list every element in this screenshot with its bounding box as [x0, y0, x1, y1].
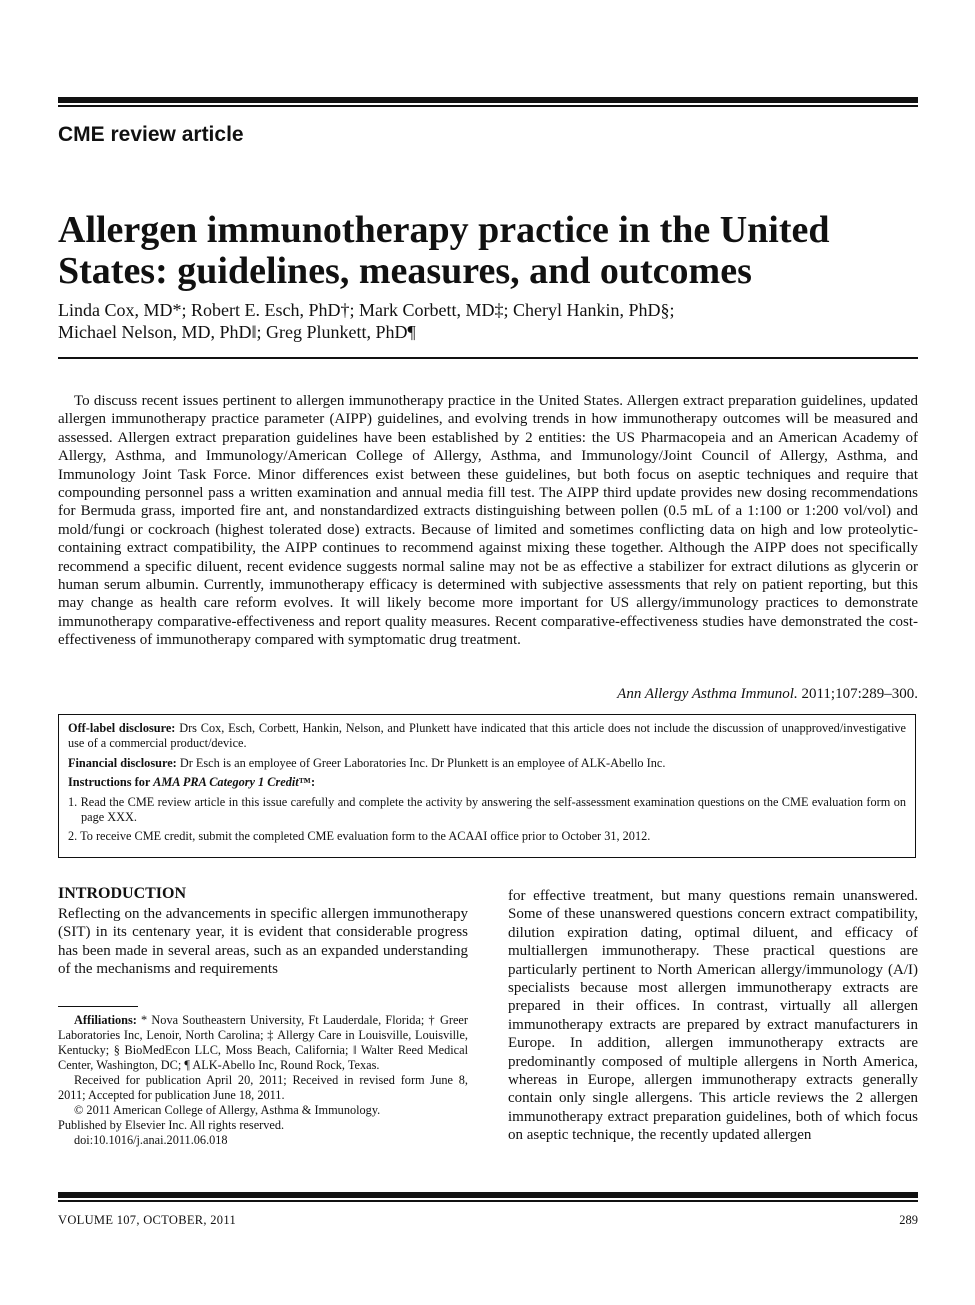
article-page [58, 0, 918, 1305]
affiliations-text: * Nova Southeastern University, Ft Lauderdale, Florida; † Greer Laboratories Inc, Lenoir, North Carolina; ‡ Allergy Care in Louisville, Louisville, Kentucky; § BioMedEcon LLC, Moss Beach, California; ‖ Walter Reed Medical Center, Washington, DC; ¶ ALK-Abello Inc, Round Rock, Texas. [58, 1013, 468, 1072]
intro-paragraph-left: Reflecting on the advancements in specific allergen immunotherapy (SIT) in its centenary year, it is evident that considerable progress has been made in several areas, such as an expanded understanding of the mechanisms and requirements [58, 906, 468, 978]
instructions-heading [68, 775, 906, 790]
financial-disclosure [68, 756, 906, 771]
abstract: To discuss recent issues pertinent to allergen immunotherapy practice in the United States. Allergen extract preparation guidelines, updated allergen immunotherapy practice parameter (AIPP) guidelines, and evolving trends in how immunotherapy outcomes will be measured and assessed. Allergen extract preparation guidelines have been established by 2 entities: the US Pharmacopeia and an American Academy of Allergy, Asthma, and Immunology/American College of Allergy, Asthma, and Immunology/Joint Council of Allergy, Asthma, and Immunology Joint Task Force. Minor differences exist between these guidelines, but both focus on aseptic techniques and require that compounding personnel pass a written examination and annual media fill test. The AIPP third update provides new dosing recommendations for Bermuda grass, imported fire ant, and nonstandardized extracts distinguishing between pollen (0.5 mL of a 1:100 or 1:200 vol/vol) and mold/fungi or cockroach (highest tolerated dose) extracts. Because of limited and sometimes conflicting data on high and low proteolytic-containing extract compatibility, the AIPP continues to recommend against mixing these together. Although the AIPP does not specifically recommend a specific diluent, recent evidence suggests normal saline may not be as effective a stabilizer for extract dilutions as glycerin or human serum albumin. Currently, immunotherapy efficacy is determined with subjective assessments that rely on patient reporting, but this may change as health care reform evolves. It will likely become more important for US allergy/immunology practices to demonstrate immunotherapy comparative-effectiveness and report quality measures. Recent comparative-effectiveness studies have demonstrated the cost-effectiveness of immunotherapy compared with symptomatic drug treatment. [58, 393, 918, 649]
author-list [58, 299, 918, 343]
offlabel-text: Drs Cox, Esch, Corbett, Hankin, Nelson, and Plunkett have indicated that this article does not include the discussion of unapproved/investigative use of a commercial product/device. [68, 721, 906, 751]
financial-label: Financial disclosure: [68, 755, 177, 770]
top-rule-thin [58, 105, 918, 107]
affiliations [58, 1013, 468, 1073]
received-dates: Received for publication April 20, 2011; Received in revised form June 8, 2011; Accepted for publication June 18, 2011. [58, 1073, 468, 1102]
instruction-item: 1. Read the CME review article in this issue carefully and complete the activity by answering the self-assessment examination questions on the CME evaluation form on page XXX. [68, 794, 906, 825]
authors-line-2: Michael Nelson, MD, PhD‖; Greg Plunkett, PhD¶ [58, 322, 416, 342]
citation-journal: Ann Allergy Asthma Immunol. [617, 686, 798, 702]
section-label: CME review article [58, 123, 244, 146]
doi: doi:10.1016/j.anai.2011.06.018 [74, 1133, 228, 1147]
footer-volume: VOLUME 107, OCTOBER, 2011 [58, 1213, 236, 1227]
bottom-rule [58, 1192, 918, 1198]
instruction-item: 2. To receive CME credit, submit the completed CME evaluation form to the ACAAI office prior to October 31, 2012. [68, 829, 651, 844]
offlabel-label: Off-label disclosure: [68, 721, 176, 735]
instructions-credit: AMA PRA Category 1 Credit [153, 775, 299, 790]
intro-paragraph-right: for effective treatment, but many questions remain unanswered. Some of these unanswered questions concern extract compatibility, dilution expiration dating, optimal diluent, and efficacy of multiallergen immunotherapy. These practical questions are particularly pertinent to North American allergy/immunology (A/I) specialists because most allergen immunotherapy extracts are prepared in their offices. In contrast, virtually all allergen immunotherapy extracts are prepared by extract manufacturers in Europe. In addition, allergen immunotherapy extracts are predominantly composed of multiple allergens in North America, whereas in Europe, allergen immunotherapy extracts generally contain only single allergens. This article reviews the 2 allergen immunotherapy extract preparation guidelines, both of which focus on aseptic technique, the recently updated allergen [508, 888, 918, 1144]
footnotes [58, 1013, 468, 1148]
financial-text: Dr Esch is an employee of Greer Laboratories Inc. Dr Plunkett is an employee of ALK-Abello Inc. [176, 755, 666, 770]
article-title: Allergen immunotherapy practice in the United States: guidelines, measures, and outcomes [58, 209, 830, 292]
footnote-rule [58, 1006, 138, 1007]
instructions-list [68, 795, 906, 845]
citation [617, 686, 918, 703]
bottom-rule-thin [58, 1200, 918, 1202]
citation-detail: 2011;107:289–300. [797, 686, 918, 702]
publisher: Published by Elsevier Inc. All rights reserved. [58, 1118, 285, 1132]
left-column [58, 885, 468, 979]
instructions-tm: ™: [298, 775, 316, 790]
intro-heading: INTRODUCTION [58, 885, 187, 902]
title-rule [58, 357, 918, 359]
offlabel-disclosure [68, 721, 906, 752]
top-rule [58, 97, 918, 103]
disclosure-box [58, 714, 916, 858]
authors-line-1: Linda Cox, MD*; Robert E. Esch, PhD†; Mark Corbett, MD‡; Cheryl Hankin, PhD§; [58, 300, 675, 320]
copyright: © 2011 American College of Allergy, Asthma & Immunology. [74, 1103, 381, 1117]
right-column [508, 887, 918, 1145]
affiliations-label: Affiliations: [74, 1013, 137, 1027]
footer-page-number: 289 [899, 1213, 918, 1227]
instructions-label: Instructions for [68, 775, 154, 790]
